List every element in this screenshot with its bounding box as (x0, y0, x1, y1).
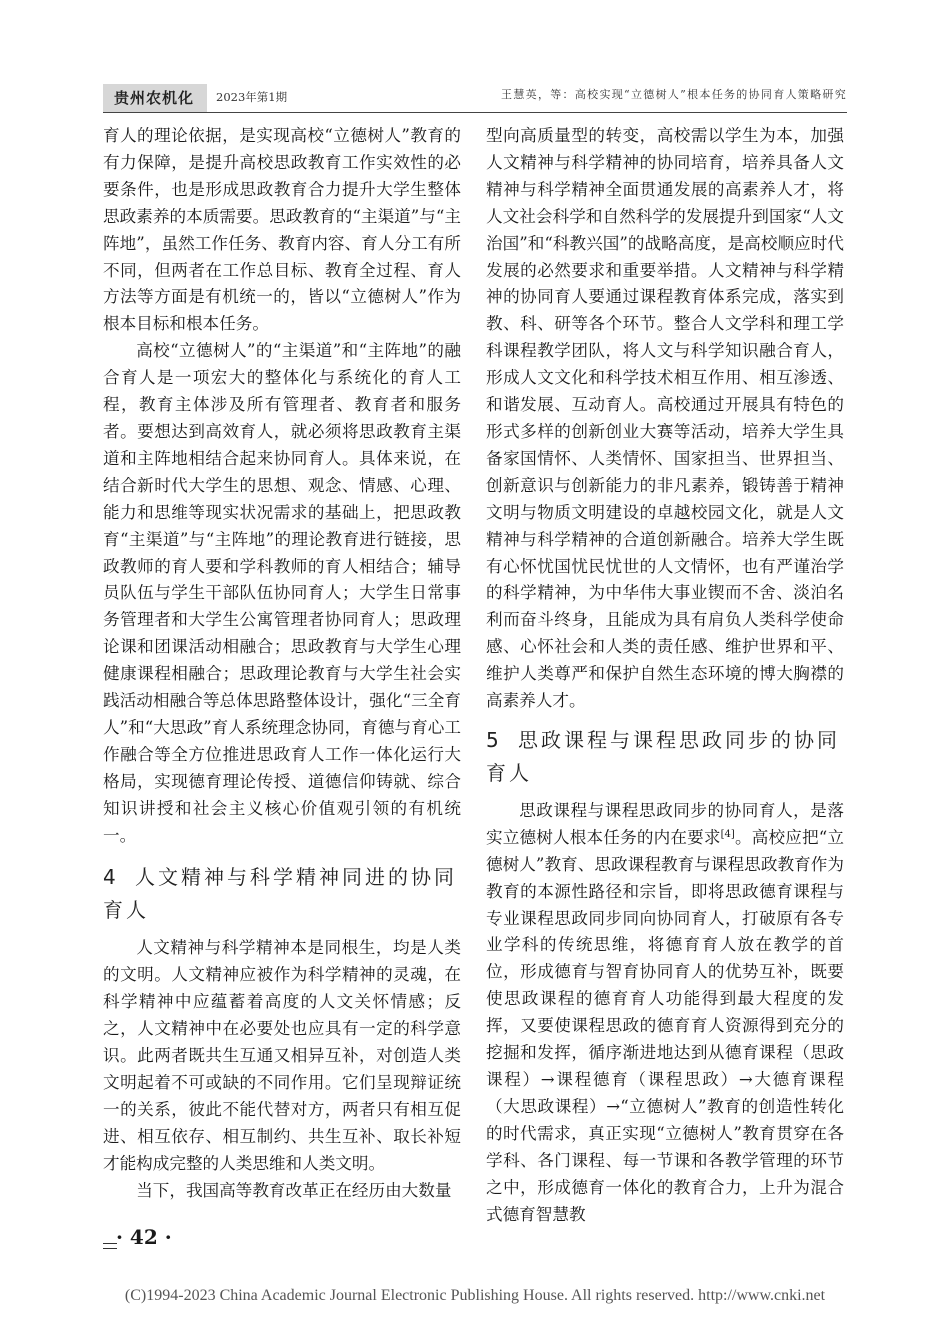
page-number-ornament (103, 1243, 117, 1249)
paragraph: 育人的理论依据，是实现高校“立德树人”教育的有力保障，是提升高校思政教育工作实效性的必要条件，也是形成思政教育合力提升大学生整体思政素养的本质需要。思政教育的“主渠道”与“主阵地”，虽然工作任务、教育内容、育人分工有所不同，但两者在工作总目标、教育全过程、育人方法等方面是有机统一的，皆以“立德树人”作为根本目标和根本任务。 (103, 126, 461, 334)
paragraph: 人文精神与科学精神本是同根生，均是人类的文明。人文精神应被作为科学精神的灵魂，在科学精神中应蕴蓄着高度的人文关怀情感；反之，人文精神中在必要处也应具有一定的科学意识。此两者既共生互通又相异互补，对创造人类文明起着不可或缺的不同作用。它们呈现辩证统一的关系，彼此不能代替对方，两者只有相互促进、相互依存、相互制约、共生互补、取长补短才能构成完整的人类思维和人类文明。 (103, 938, 461, 1173)
paragraph (486, 798, 844, 1229)
citation-ref[interactable]: [4] (720, 828, 735, 840)
right-column (486, 123, 844, 1228)
paragraph-text: 思政课程与课程思政同步的协同育人，是落实立德树人根本任务的内在要求 (486, 800, 844, 847)
section-heading-5 (486, 724, 844, 790)
left-column (103, 123, 461, 1205)
section-title: 思政课程与课程思政同步的协同育人 (486, 727, 840, 785)
section-heading-4 (103, 861, 461, 927)
copyright-notice: (C)1994-2023 China Academic Journal Electronic Publishing House. All rights reserved. http://www.cnki.net (124, 1287, 826, 1304)
issue-label: 2023年第1期 (216, 90, 288, 104)
paragraph: 型向高质量型的转变，高校需以学生为本，加强人文精神与科学精神的协同培育，培养具备人文精神与科学精神全面贯通发展的高素养人才，将人文社会科学和自然科学的发展提升到国家“人文治国”和“科教兴国”的战略高度，是高校顺应时代发展的必然要求和重要举措。人文精神与科学精神的协同育人要通过课程教育体系完成，落实到教、科、研等各个环节。整合人文学科和理工学科课程教学团队，将人文与科学知识融合育人，形成人文文化和科学技术相互作用、相互渗透、和谐发展、互动育人。高校通过开展具有特色的形式多样的创新创业大赛等活动，培养大学生具备家国情怀、人类情怀、国家担当、世界担当、创新意识与创新能力的非凡素养，锻铸善于精神文明与物质文明建设的卓越校园文化，就是人文精神与科学精神的合道创新融合。培养大学生既有心怀忧国忧民忧世的人文情怀，也有严谨治学的科学精神，为中华伟大事业锲而不舍、淡泊名利而奋斗终身，且能成为具有肩负人类科学使命感、心怀社会和人类的责任感、维护世界和平、维护人类尊严和保护自然生态环境的博大胸襟的高素养人才。 (486, 126, 844, 711)
section-number: 4 (103, 865, 116, 890)
paragraph: 当下，我国高等教育改革正在经历由大数量 (136, 1180, 452, 1200)
paragraph-text: 。高校应把“立德树人”教育、思政课程教育与课程思政教育作为教育的本源性路径和宗旨，即将思政德育课程与专业课程思政同步同向协同育人，打破原有各专业学科的传统思维，将德育育人放在教学的首位，形成德育与智育协同育人的优势互补，既要使思政课程的德育育人功能得到最大程度的发挥，又要使课程思政的德育育人资源得到充分的挖掘和发挥，循序渐进地达到从德育课程（思政课程）→课程德育（课程思政）→大德育课程（大思政课程）→“立德树人”教育的创造性转化的时代需求，真正实现“立德树人”教育贯穿在各学科、各门课程、每一节课和各教学管理的环节之中，形成德育一体化的教育合力，上升为混合式德育智慧教 (486, 827, 844, 1224)
header-rule (103, 112, 847, 113)
running-title: 王慧英，等：高校实现“立德树人”根本任务的协同育人策略研究 (501, 88, 847, 101)
paragraph: 高校“立德树人”的“主渠道”和“主阵地”的融合育人是一项宏大的整体化与系统化的育人工程，教育主体涉及所有管理者、教育者和服务者。要想达到高效育人，就必须将思政教育主渠道和主阵地相结合起来协同育人。具体来说，在结合新时代大学生的思想、观念、情感、心理、能力和思维等现实状况需求的基础上，把思政教育“主渠道”与“主阵地”的理论教育进行链接，思政教师的育人要和学科教师的育人相结合；辅导员队伍与学生干部队伍协同育人；大学生日常事务管理者和大学生公寓管理者协同育人；思政理论课和团课活动相融合；思政教育与大学生心理健康课程相融合；思政理论教育与大学生社会实践活动相融合等总体思路整体设计，强化“三全育人”和“大思政”育人系统理念协同，育德与育心工作融合等全方位推进思政育人工作一体化运行大格局，实现德育理论传授、道德信仰铸就、综合知识讲授和社会主义核心价值观引领的有机统一。 (103, 341, 461, 845)
section-title: 人文精神与科学精神同进的协同育人 (103, 865, 457, 923)
page-number: · 42 · (116, 1225, 172, 1249)
journal-name: 贵州农机化 (114, 89, 195, 107)
section-number: 5 (486, 727, 499, 752)
